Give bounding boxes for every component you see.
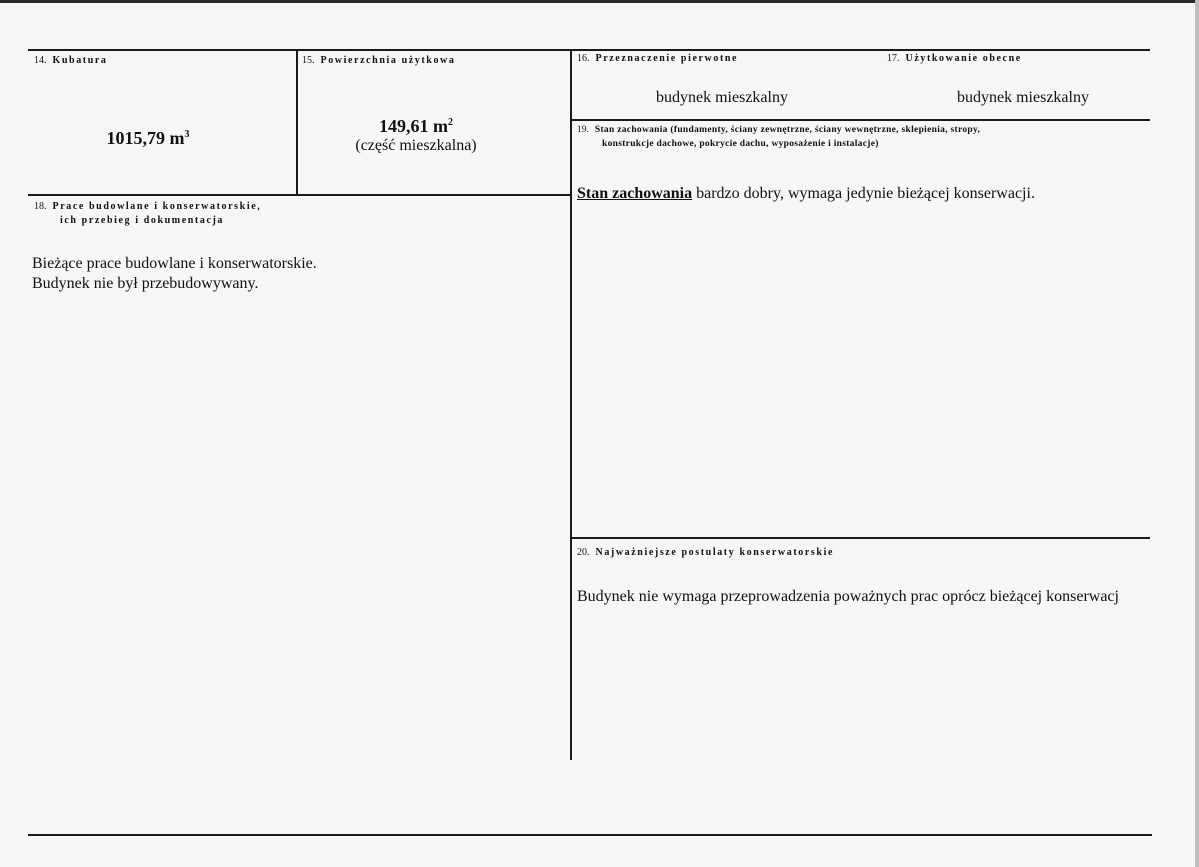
bottom-rule (28, 834, 1152, 836)
field-18-title-line1: Prace budowlane i konserwatorskie, (52, 201, 262, 212)
page-top-edge (0, 0, 1199, 3)
prace-value-line2: Budynek nie był przebudowywany. (32, 275, 259, 292)
field-15-title: Powierzchnia użytkowa (320, 55, 456, 66)
divider-14-15 (296, 50, 298, 196)
field-15-number: 15. (302, 55, 315, 66)
field-18-label (34, 201, 261, 212)
center-divider (570, 50, 572, 760)
field-19-title-line2: konstrukcje dachowe, pokrycie dachu, wyposażenie i instalacje) (602, 139, 879, 149)
field-17-title: Użytkowanie obecne (905, 53, 1022, 64)
rule-above-18 (28, 194, 571, 196)
field-19-label-cont (602, 138, 879, 151)
kubatura-value (40, 128, 256, 149)
field-19-label (577, 124, 980, 137)
stan-value-text: bardzo dobry, wymaga jedynie bieżącej konserwacji. (692, 185, 1035, 202)
field-17-label (887, 53, 1022, 64)
kubatura-number: 1015,79 m (106, 128, 185, 148)
prace-value-line1: Bieżące prace budowlane i konserwatorskie. (32, 255, 317, 272)
field-14-title: Kubatura (52, 55, 108, 66)
rule-above-19 (571, 119, 1150, 121)
powierzchnia-unit-exponent: 2 (448, 117, 453, 128)
field-15-label (302, 55, 455, 66)
field-20-number: 20. (577, 547, 590, 558)
przeznaczenie-value: budynek mieszkalny (656, 89, 788, 106)
uzytkowanie-value: budynek mieszkalny (957, 89, 1089, 106)
stan-value (577, 185, 1035, 203)
rule-above-20 (571, 537, 1150, 539)
page-right-edge (1195, 0, 1199, 867)
field-18-label-cont (60, 215, 224, 226)
field-20-label (577, 547, 834, 558)
field-19-number: 19. (577, 125, 589, 135)
kubatura-unit-exponent: 3 (184, 129, 190, 140)
field-16-label (577, 53, 738, 64)
field-19-title-line1: Stan zachowania (fundamenty, ściany zewnętrzne, ściany wewnętrzne, sklepienia, stropy, (594, 125, 981, 135)
postulaty-value: Budynek nie wymaga przeprowadzenia poważnych prac oprócz bieżącej konserwacj (577, 588, 1119, 605)
top-rule (28, 49, 1150, 51)
field-18-number: 18. (34, 201, 47, 212)
field-17-number: 17. (887, 53, 900, 64)
field-16-title: Przeznaczenie pierwotne (595, 53, 739, 64)
field-14-label (34, 55, 108, 66)
powierzchnia-number: 149,61 m (379, 116, 448, 136)
powierzchnia-value (300, 116, 532, 137)
stan-value-heading: Stan zachowania (577, 185, 693, 202)
field-18-title-line2: ich przebieg i dokumentacja (60, 215, 225, 226)
field-14-number: 14. (34, 55, 47, 66)
powierzchnia-note: (część mieszkalna) (355, 137, 477, 154)
field-20-title: Najważniejsze postulaty konserwatorskie (595, 547, 834, 558)
field-16-number: 16. (577, 53, 590, 64)
